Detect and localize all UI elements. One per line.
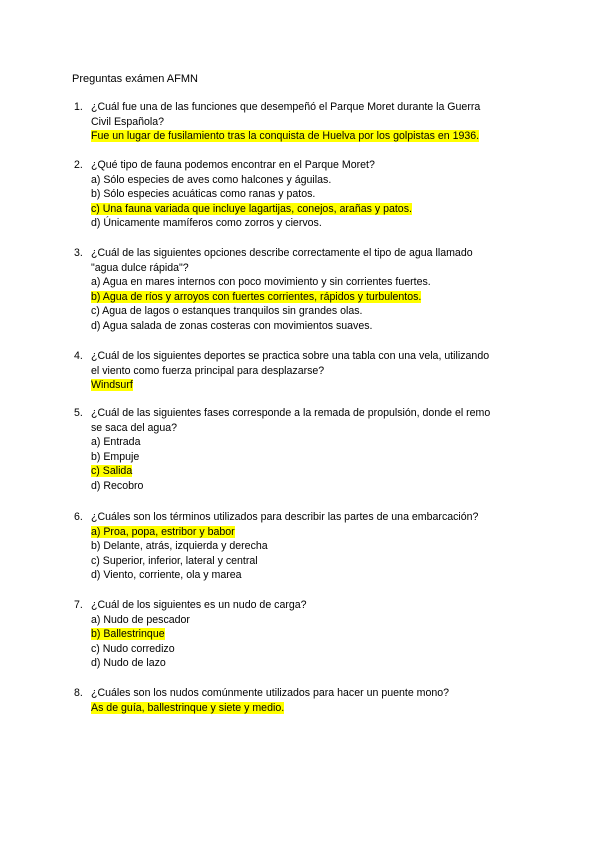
answer-text: Windsurf: [91, 379, 133, 391]
answer-text: As de guía, ballestrinque y siete y medio.: [91, 701, 285, 714]
answer-text: d) Viento, corriente, ola y marea: [91, 569, 242, 581]
question-2: [74, 158, 531, 231]
answer-option: [91, 656, 531, 671]
answer-text: d) Únicamente mamíferos como zorros y ciervos.: [91, 217, 322, 229]
answer-text: d) Agua salada de zonas costeras con movimientos suaves.: [91, 319, 373, 332]
question-text: el viento como fuerza principal para desplazarse?: [91, 364, 325, 377]
question-number: 4.: [74, 350, 83, 362]
question-text: ¿Cuál de los siguientes deportes se practica sobre una tabla con una vela, utilizando: [91, 350, 490, 362]
question-text: "agua dulce rápida"?: [91, 261, 189, 274]
question-text: ¿Qué tipo de fauna podemos encontrar en el Parque Moret?: [91, 159, 375, 171]
answer-option: [91, 568, 531, 583]
question-text: ¿Cuáles son los nudos comúnmente utilizados para hacer un puente mono?: [91, 687, 450, 699]
answer-option: [91, 275, 531, 290]
question-number: 5.: [74, 407, 83, 419]
answer-text: b) Ballestrinque: [91, 628, 165, 640]
answer-text: b) Delante, atrás, izquierda y derecha: [91, 540, 268, 552]
answer-option: [91, 642, 531, 657]
answer-text: a) Nudo de pescador: [91, 613, 190, 626]
question-text: ¿Cuál de las siguientes opciones describe correctamente el tipo de agua llamado: [91, 247, 473, 259]
answer-text: a) Entrada: [91, 436, 141, 448]
answer-option: [91, 450, 531, 465]
answer-text: b) Empuje: [91, 450, 140, 463]
answer-option-correct: [91, 525, 531, 540]
answer-text: d) Nudo de lazo: [91, 657, 166, 669]
answer-text: a) Proa, popa, estribor y babor: [91, 525, 235, 538]
answer-option-correct: [91, 290, 531, 305]
answer-option-correct: [91, 378, 531, 393]
answer-text: c) Salida: [91, 465, 133, 477]
answer-option: [91, 304, 531, 319]
answer-option: [91, 613, 531, 628]
question-4: [74, 349, 531, 393]
document-title: Preguntas exámen AFMN: [72, 73, 198, 85]
answer-text: Fue un lugar de fusilamiento tras la conquista de Huelva por los golpistas en 1936.: [91, 130, 480, 142]
answer-option-correct: [91, 129, 531, 144]
question-number: 1.: [74, 101, 83, 113]
answer-text: c) Nudo corredizo: [91, 642, 175, 655]
answer-text: c) Agua de lagos o estanques tranquilos sin grandes olas.: [91, 305, 363, 317]
question-5: [74, 406, 531, 493]
question-number: 2.: [74, 159, 83, 171]
answer-text: b) Agua de ríos y arroyos con fuertes corrientes, rápidos y turbulentos.: [91, 290, 422, 303]
answer-option-correct: [91, 464, 531, 479]
answer-option-correct: [91, 202, 531, 217]
answer-option: [91, 216, 531, 231]
question-text: ¿Cuáles son los términos utilizados para describir las partes de una embarcación?: [91, 511, 479, 523]
answer-text: b) Sólo especies acuáticas como ranas y patos.: [91, 188, 316, 200]
answer-option: [91, 539, 531, 554]
answer-text: c) Superior, inferior, lateral y central: [91, 554, 258, 567]
answer-option-correct: [91, 627, 531, 642]
answer-option: [91, 173, 531, 188]
question-number: 7.: [74, 599, 83, 611]
answer-option: [91, 479, 531, 494]
question-1: [74, 100, 531, 144]
question-3: [74, 246, 531, 333]
question-text: ¿Cuál de los siguientes es un nudo de carga?: [91, 599, 307, 611]
question-number: 3.: [74, 247, 83, 259]
answer-text: a) Agua en mares internos con poco movimiento y sin corrientes fuertes.: [91, 276, 431, 288]
answer-option: [91, 435, 531, 450]
answer-text: d) Recobro: [91, 479, 144, 492]
question-text: ¿Cuál de las siguientes fases corresponde a la remada de propulsión, donde el remo: [91, 407, 491, 419]
question-number: 8.: [74, 687, 83, 699]
answer-option: [91, 554, 531, 569]
question-text: ¿Cuál fue una de las funciones que desempeñó el Parque Moret durante la Guerra: [91, 101, 481, 113]
answer-option: [91, 319, 531, 334]
question-6: [74, 510, 531, 583]
answer-text: a) Sólo especies de aves como halcones y águilas.: [91, 173, 332, 186]
answer-option-correct: [91, 701, 531, 716]
question-text: Civil Española?: [91, 115, 165, 128]
question-number: 6.: [74, 511, 83, 523]
answer-option: [91, 187, 531, 202]
answer-text: c) Una fauna variada que incluye lagartijas, conejos, arañas y patos.: [91, 202, 412, 215]
question-text: se saca del agua?: [91, 421, 177, 434]
question-8: [74, 686, 531, 715]
question-7: [74, 598, 531, 671]
